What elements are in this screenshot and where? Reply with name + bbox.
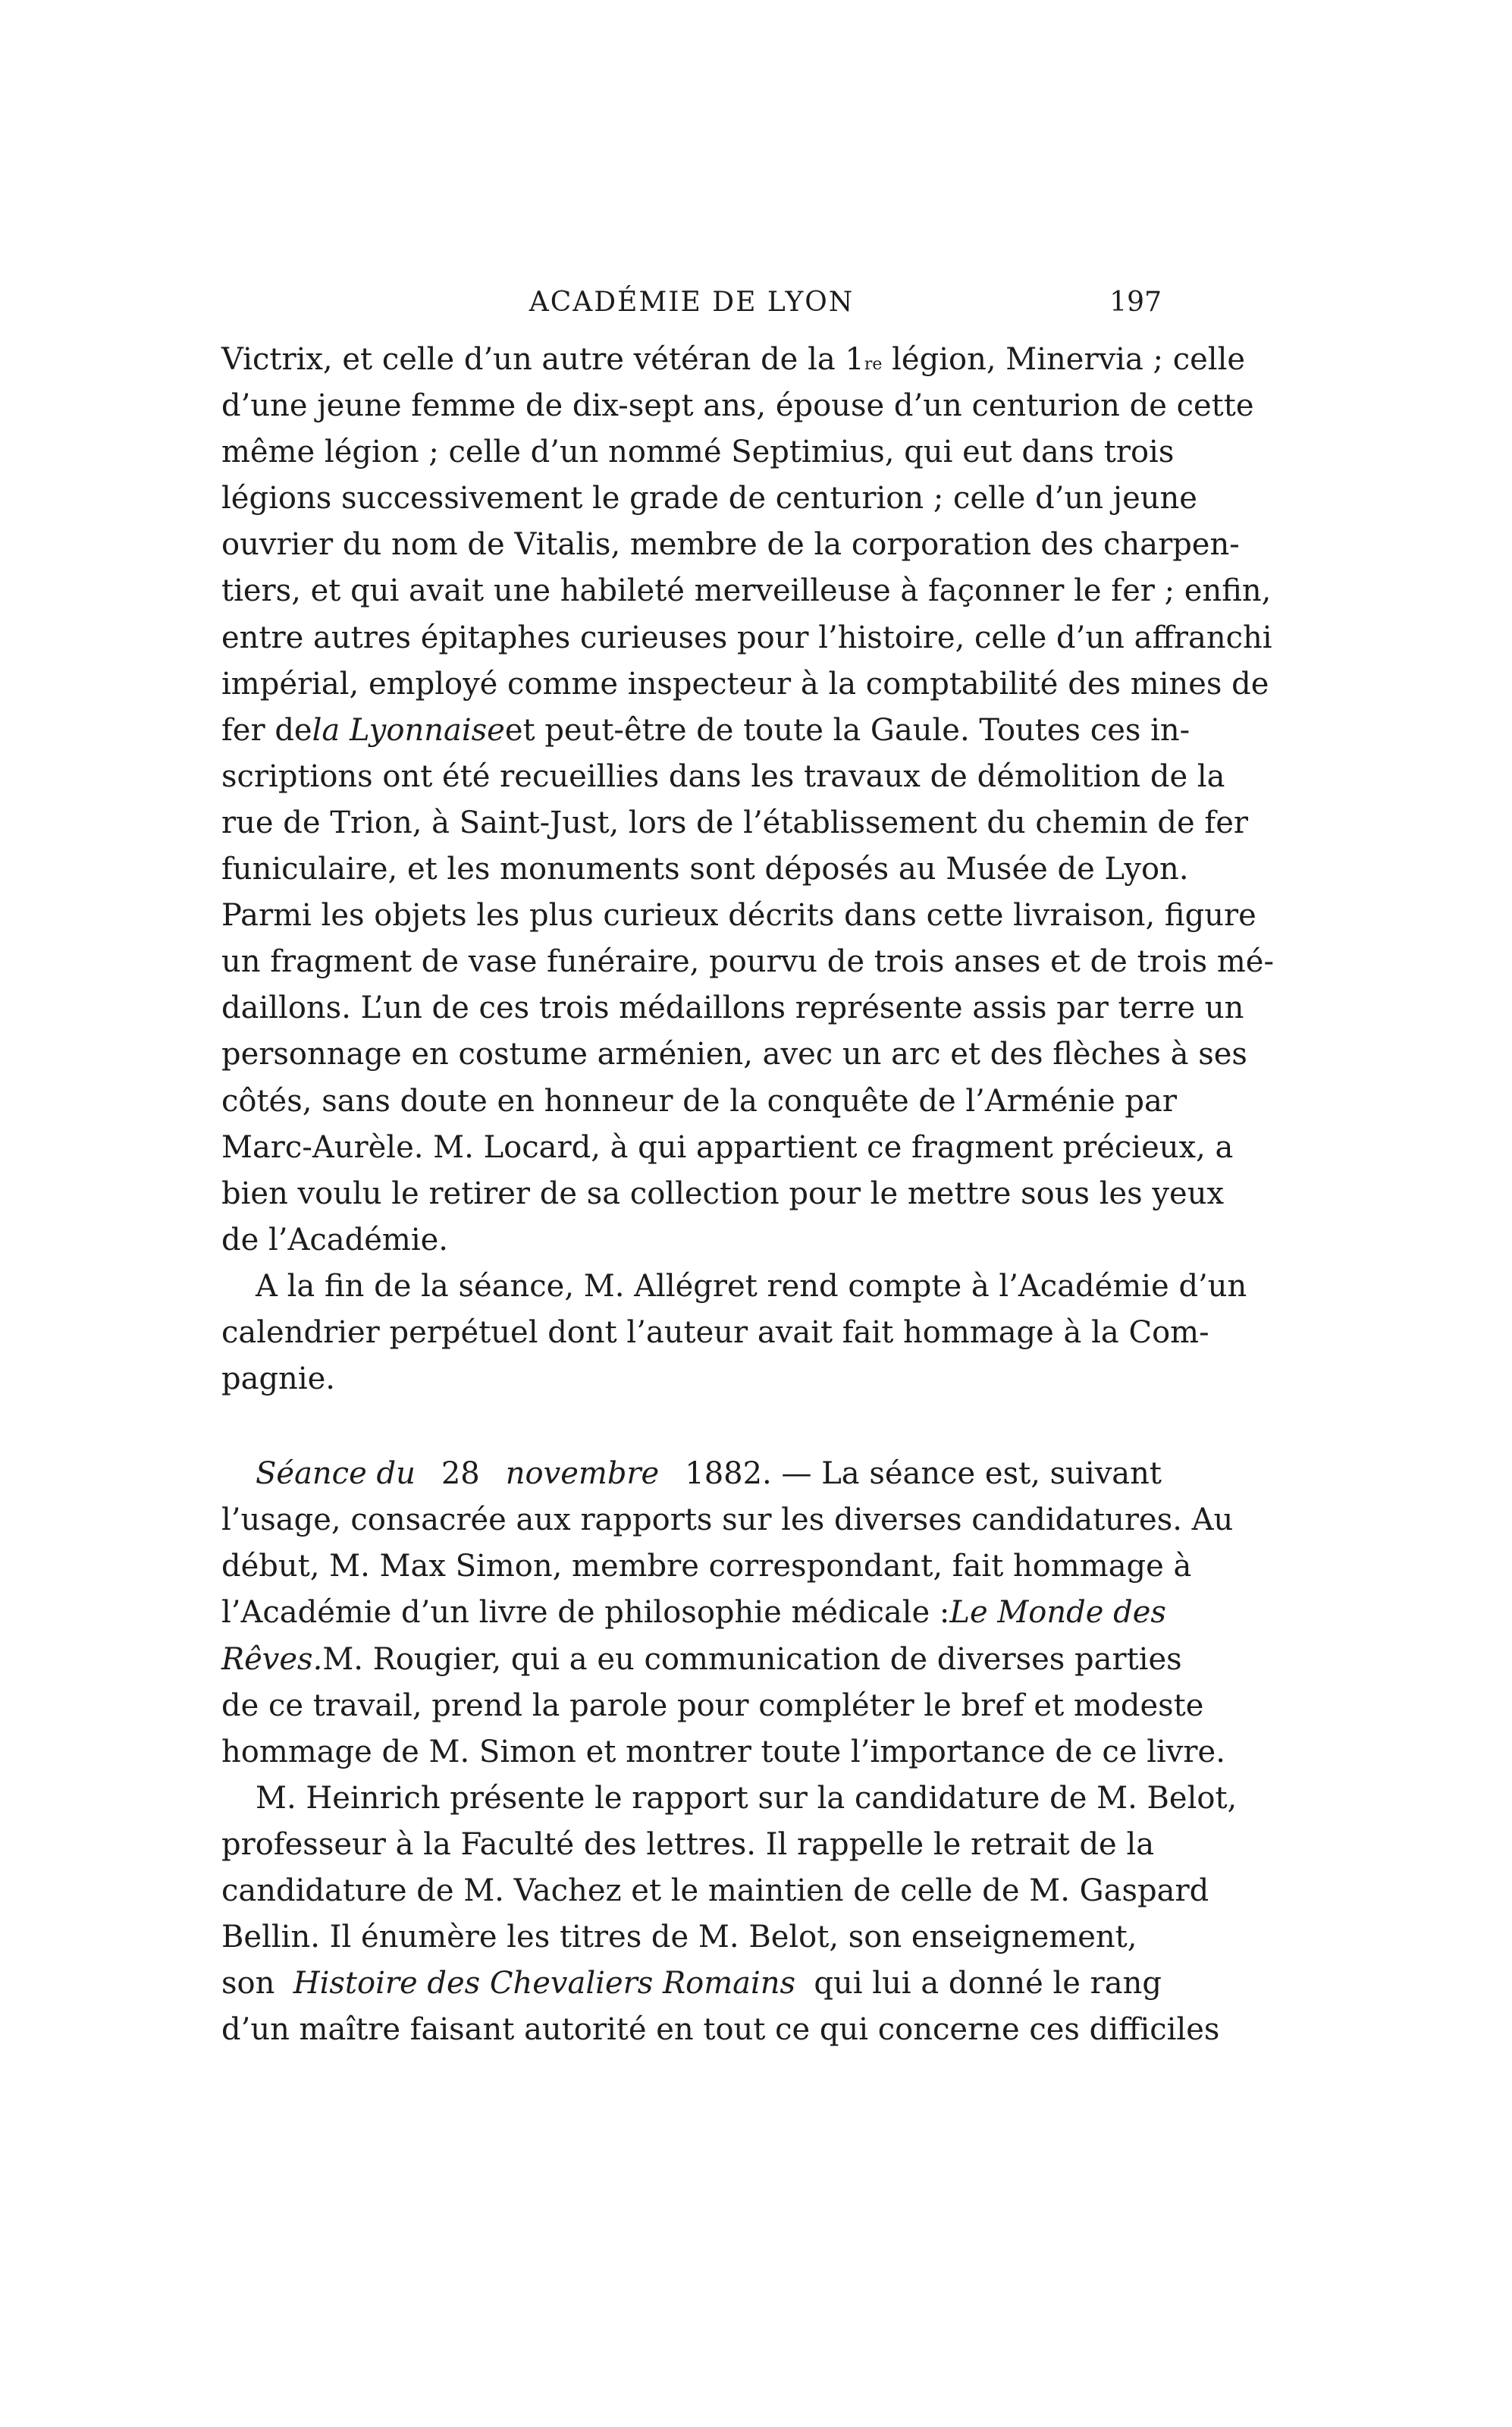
text-line: M. Heinrich présente le rapport sur la candidature de M. Belot, [256,1780,1238,1816]
italic-title: Histoire des Chevaliers Romains [293,1966,796,2002]
section-gap [221,1402,1162,1451]
text-line: professeur à la Faculté des lettres. Il rappelle le retrait de la [221,1826,1155,1862]
text-line [221,1451,1162,1497]
text-line: hommage de M. Simon et montrer toute l’importance de ce livre. [221,1734,1225,1769]
text-line [221,1961,1162,2007]
text-segment: qui lui a donné le rang [814,1966,1162,2002]
text-segment: Victrix, et celle d’un autre vétéran de la 1 [221,342,864,377]
text-line: candidature de M. Vachez et le maintien de celle de M. Gaspard [221,1873,1209,1908]
paragraph-calendrier [221,1264,1247,1402]
text-line: début, M. Max Simon, membre correspondant, fait hommage à [221,1549,1192,1584]
text-line: A la fin de la séance, M. Allégret rend compte à l’Académie d’un [256,1268,1247,1304]
text-line: même légion ; celle d’un nommé Septimius, qui eut dans trois [221,435,1175,470]
text-line: l’usage, consacrée aux rapports sur les diverses candidatures. Au [221,1502,1234,1538]
page-number: 197 [1109,287,1162,318]
text-segment: M. Rougier, qui a eu communication de diverses parties [322,1641,1182,1677]
paragraph-seance [221,1451,1234,1776]
text-line: Bellin. Il énumère les titres de M. Belot, son enseignement, [221,1920,1137,1955]
text-line: entre autres épitaphes curieuses pour l’histoire, celle d’un affranchi [221,620,1272,655]
text-segment: fer de [221,712,312,748]
italic-title: Rêves. [221,1641,323,1677]
text-line: de ce travail, prend la parole pour compléter le bref et modeste [221,1688,1204,1723]
text-line [221,708,1190,754]
italic-title: la Lyonnaise [312,712,505,748]
text-line: scriptions ont été recueillies dans les travaux de démolition de la [221,758,1225,794]
text-segment: et peut-être de toute la Gaule. Toutes ces in- [504,712,1190,748]
text-segment: 28 [441,1456,480,1492]
text-line: de l’Académie. [221,1222,449,1257]
text-line: pagnie. [221,1361,335,1397]
text-line: d’un maître faisant autorité en tout ce qui concerne ces difficiles [221,2012,1220,2048]
text-line: daillons. L’un de ces trois médaillons représente assis par terre un [221,991,1244,1026]
text-segment: légion, Minervia ; celle [892,342,1246,377]
text-line: bien voulu le retirer de sa collection pour le mettre sous les yeux [221,1176,1225,1211]
text-line: impérial, employé comme inspecteur à la comptabilité des mines de [221,666,1269,702]
text-line [221,1637,1182,1683]
text-line: personnage en costume arménien, avec un arc et des flèches à ses [221,1037,1247,1072]
text-line: funiculaire, et les monuments sont déposés au Musée de Lyon. [221,852,1189,887]
text-line: d’une jeune femme de dix-sept ans, épouse d’un centurion de cette [221,388,1254,424]
running-title: ACADÉMIE DE LYON [529,287,855,318]
text-line: tiers, et qui avait une habileté merveilleuse à façonner le fer ; enfin, [221,573,1272,609]
italic-title: Le Monde des [949,1595,1166,1631]
running-head [221,287,1162,332]
text-line [221,1590,1166,1636]
italic-seance: Séance du [256,1456,416,1492]
text-line: calendrier perpétuel dont l’auteur avait fait hommage à la Com- [221,1314,1209,1350]
text-segment: son [221,1966,275,2002]
text-line: Victrix, et celle d’un autre vétéran de la 1 re légion, Minervia ; celle [221,337,1162,383]
text-line: rue de Trion, à Saint-Just, lors de l’établissement du chemin de fer [221,805,1249,840]
text-line: légions successivement le grade de centurion ; celle d’un jeune [221,481,1197,516]
paragraph-continuation [221,337,1274,1264]
text-line: Marc-Aurèle. M. Locard, à qui appartient ce fragment précieux, a [221,1129,1234,1165]
text-segment: l’Académie d’un livre de philosophie médicale : [221,1595,950,1631]
text-segment: 1882. — La séance est, suivant [685,1456,1162,1492]
text-line: Parmi les objets les plus curieux décrits dans cette livraison, figure [221,898,1256,934]
text-line: ouvrier du nom de Vitalis, membre de la corporation des charpen- [221,527,1240,563]
paragraph-heinrich [221,1776,1238,2054]
text-block [221,337,1274,2053]
text-line: côtés, sans doute en honneur de la conquête de l’Arménie par [221,1083,1177,1119]
italic-month: novembre [505,1456,660,1492]
text-line: un fragment de vase funéraire, pourvu de trois anses et de trois mé- [221,944,1274,980]
